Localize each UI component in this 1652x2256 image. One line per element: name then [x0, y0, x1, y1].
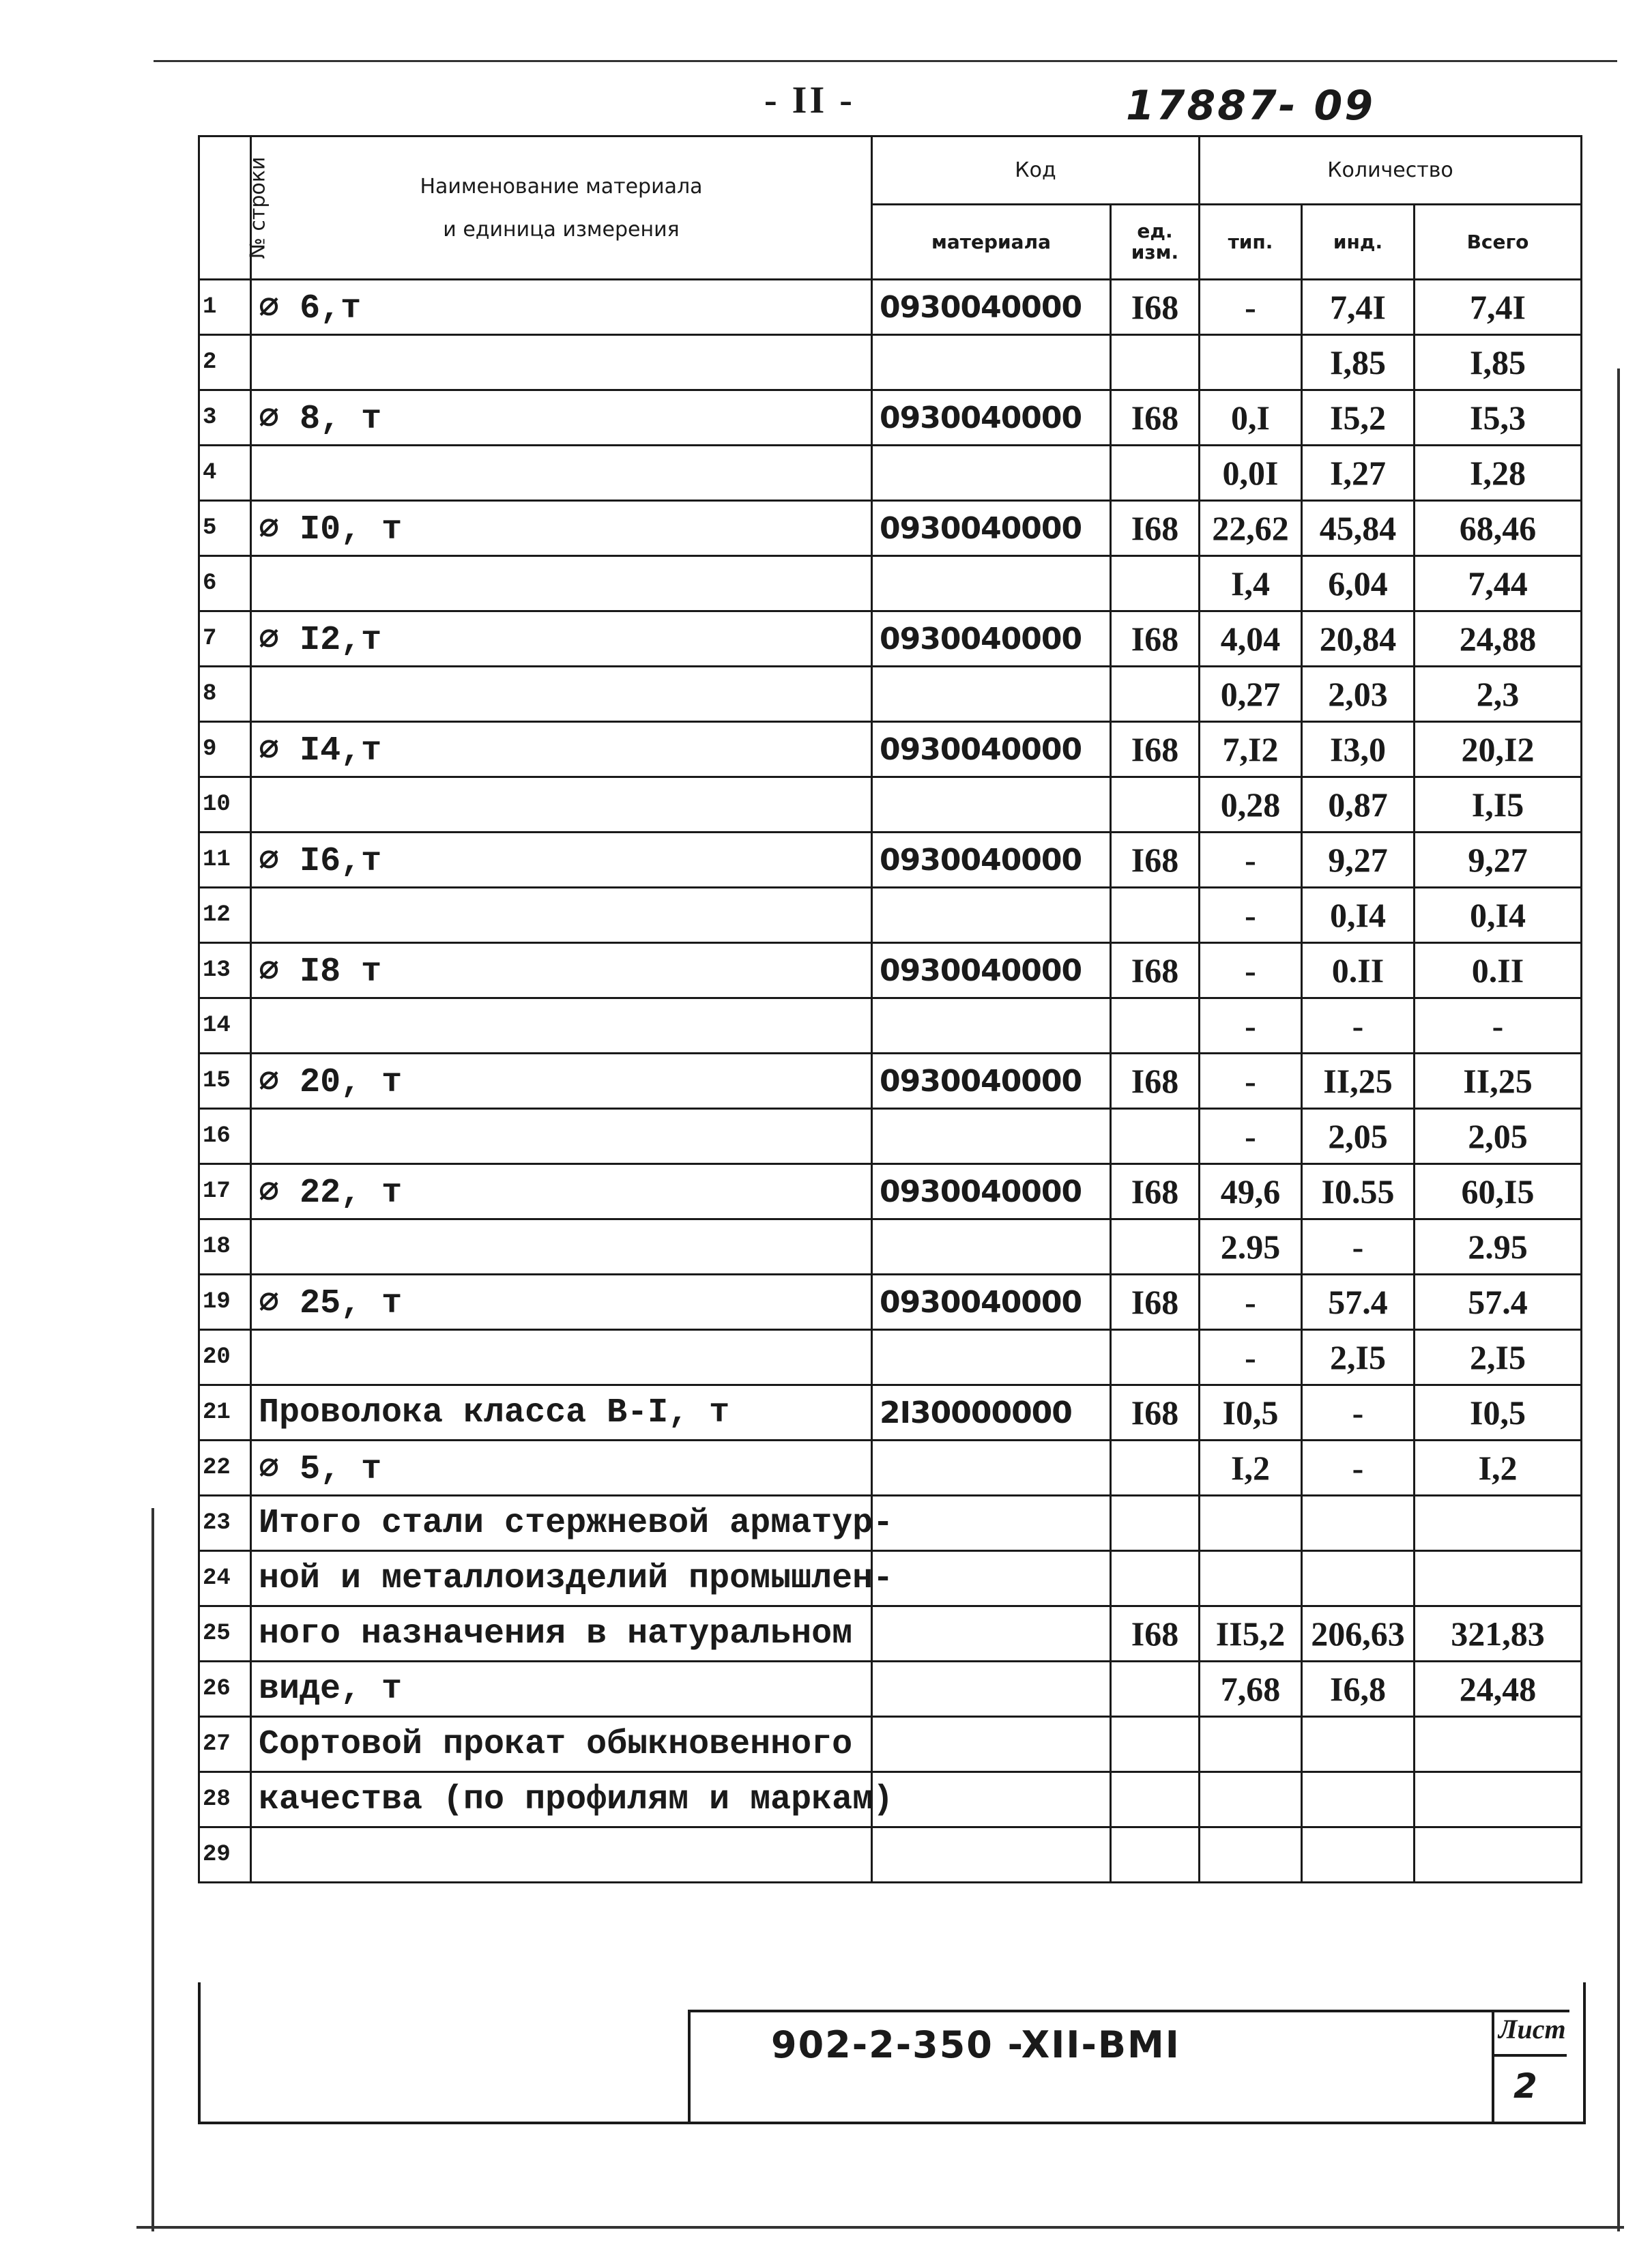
row-number-cell: 1 [199, 280, 251, 335]
material-code-cell: 0930040000 [872, 1275, 1111, 1330]
unit-code-cell [1111, 1551, 1200, 1606]
unit-code-cell: I68 [1111, 390, 1200, 446]
unit-code-cell [1111, 1330, 1200, 1385]
unit-code-cell: I68 [1111, 833, 1200, 888]
header-quantity: Количество [1200, 136, 1582, 205]
material-code-cell [872, 1330, 1111, 1385]
qty-ind-cell [1302, 1717, 1415, 1772]
material-code-cell [872, 1551, 1111, 1606]
qty-total-cell: 0.II [1415, 943, 1582, 998]
qty-typ-cell: - [1200, 280, 1302, 335]
row-number-cell: 18 [199, 1219, 251, 1275]
row-number-cell: 20 [199, 1330, 251, 1385]
qty-total-cell: 2,3 [1415, 667, 1582, 722]
header-code: Код [872, 136, 1200, 205]
qty-typ-cell [1200, 1496, 1302, 1551]
row-number-cell: 27 [199, 1717, 251, 1772]
qty-total-cell: I,2 [1415, 1441, 1582, 1496]
unit-code-cell: I68 [1111, 280, 1200, 335]
qty-total-cell [1415, 1772, 1582, 1827]
table-body [199, 280, 1582, 1883]
table-row [199, 1219, 1582, 1275]
unit-code-cell: I68 [1111, 722, 1200, 777]
material-code-cell [872, 556, 1111, 611]
table-row [199, 1385, 1582, 1441]
material-name-cell: ∅ 5, т [251, 1441, 872, 1496]
header-name-line1: Наименование материала [420, 174, 703, 199]
table-row [199, 1772, 1582, 1827]
frame-left-line [151, 1508, 154, 2231]
qty-ind-cell: I5,2 [1302, 390, 1415, 446]
qty-ind-cell: 6,04 [1302, 556, 1415, 611]
qty-ind-cell: 7,4I [1302, 280, 1415, 335]
unit-code-cell: I68 [1111, 1164, 1200, 1219]
table-row [199, 722, 1582, 777]
header-qty-ind: инд. [1302, 205, 1415, 280]
row-number-cell: 23 [199, 1496, 251, 1551]
row-number-cell: 24 [199, 1551, 251, 1606]
qty-total-cell [1415, 1827, 1582, 1883]
table-row [199, 1606, 1582, 1662]
unit-code-cell [1111, 556, 1200, 611]
qty-ind-cell: 57.4 [1302, 1275, 1415, 1330]
qty-typ-cell: - [1200, 1109, 1302, 1164]
table-row [199, 777, 1582, 833]
qty-total-cell: 9,27 [1415, 833, 1582, 888]
qty-ind-cell: 2,03 [1302, 667, 1415, 722]
unit-code-cell [1111, 335, 1200, 390]
material-code-cell: 0930040000 [872, 280, 1111, 335]
row-number-cell: 6 [199, 556, 251, 611]
qty-ind-cell: I6,8 [1302, 1662, 1415, 1717]
table-row [199, 390, 1582, 446]
qty-ind-cell [1302, 1772, 1415, 1827]
qty-typ-cell: 0,28 [1200, 777, 1302, 833]
material-code-cell [872, 998, 1111, 1054]
material-code-cell [872, 1606, 1111, 1662]
material-name-cell [251, 667, 872, 722]
material-code-cell [872, 1441, 1111, 1496]
sheet-label: Лист [1498, 2014, 1566, 2044]
table-row [199, 943, 1582, 998]
qty-ind-cell: 20,84 [1302, 611, 1415, 667]
qty-typ-cell: - [1200, 1330, 1302, 1385]
row-number-cell: 21 [199, 1385, 251, 1441]
qty-ind-cell: - [1302, 998, 1415, 1054]
qty-typ-cell: 0,27 [1200, 667, 1302, 722]
row-number-cell: 29 [199, 1827, 251, 1883]
qty-total-cell: 7,4I [1415, 280, 1582, 335]
row-number-cell: 4 [199, 446, 251, 501]
frame-right-line [1617, 368, 1620, 2231]
qty-total-cell [1415, 1717, 1582, 1772]
material-name-cell [251, 777, 872, 833]
qty-typ-cell [1200, 1772, 1302, 1827]
row-number-cell: 11 [199, 833, 251, 888]
qty-total-cell: 57.4 [1415, 1275, 1582, 1330]
material-code-cell: 0930040000 [872, 722, 1111, 777]
qty-typ-cell: - [1200, 1054, 1302, 1109]
material-name-cell: ∅ 6,т [251, 280, 872, 335]
qty-ind-cell: I0.55 [1302, 1164, 1415, 1219]
qty-ind-cell: 2,05 [1302, 1109, 1415, 1164]
sheet-box-divider [1492, 2054, 1567, 2057]
qty-total-cell: I0,5 [1415, 1385, 1582, 1441]
material-code-cell [872, 1496, 1111, 1551]
table-row [199, 335, 1582, 390]
qty-total-cell: 321,83 [1415, 1606, 1582, 1662]
row-number-cell: 14 [199, 998, 251, 1054]
material-name-cell: ∅ 8, т [251, 390, 872, 446]
unit-code-cell [1111, 998, 1200, 1054]
qty-ind-cell: - [1302, 1441, 1415, 1496]
qty-ind-cell: - [1302, 1385, 1415, 1441]
qty-total-cell: I,85 [1415, 335, 1582, 390]
material-code-cell [872, 667, 1111, 722]
table-row [199, 1330, 1582, 1385]
material-name-cell: ной и металлоизделий промышлен- [251, 1551, 872, 1606]
material-code-cell [872, 1662, 1111, 1717]
material-name-cell: ∅ 20, т [251, 1054, 872, 1109]
unit-code-cell [1111, 1827, 1200, 1883]
unit-code-cell [1111, 1109, 1200, 1164]
qty-typ-cell: 7,I2 [1200, 722, 1302, 777]
material-name-cell [251, 556, 872, 611]
material-name-cell: ∅ 22, т [251, 1164, 872, 1219]
unit-code-cell [1111, 1219, 1200, 1275]
table-row [199, 501, 1582, 556]
qty-total-cell: I,I5 [1415, 777, 1582, 833]
material-name-cell [251, 888, 872, 943]
header-qty-total: Всего [1415, 205, 1582, 280]
unit-code-cell [1111, 1662, 1200, 1717]
unit-code-cell [1111, 888, 1200, 943]
material-code-cell [872, 1717, 1111, 1772]
unit-code-cell: I68 [1111, 1385, 1200, 1441]
table-row [199, 998, 1582, 1054]
material-name-cell [251, 998, 872, 1054]
qty-ind-cell: 2,I5 [1302, 1330, 1415, 1385]
table-row [199, 833, 1582, 888]
qty-typ-cell [1200, 1827, 1302, 1883]
unit-code-cell: I68 [1111, 1275, 1200, 1330]
material-name-cell [251, 1827, 872, 1883]
material-name-cell: ∅ I6,т [251, 833, 872, 888]
qty-ind-cell: 0,87 [1302, 777, 1415, 833]
qty-total-cell: 24,88 [1415, 611, 1582, 667]
header-material-name [251, 136, 872, 280]
frame-top-line [154, 60, 1617, 62]
material-name-cell [251, 1330, 872, 1385]
row-number-cell: 22 [199, 1441, 251, 1496]
material-code-cell [872, 1219, 1111, 1275]
material-name-cell [251, 1109, 872, 1164]
row-number-cell: 17 [199, 1164, 251, 1219]
table-row [199, 1054, 1582, 1109]
qty-typ-cell: 7,68 [1200, 1662, 1302, 1717]
material-code-cell: 0930040000 [872, 943, 1111, 998]
material-code-cell: 2I30000000 [872, 1385, 1111, 1441]
page-number: - II - [764, 79, 855, 121]
qty-ind-cell: - [1302, 1219, 1415, 1275]
material-name-cell: Итого стали стержневой арматур- [251, 1496, 872, 1551]
qty-total-cell: 7,44 [1415, 556, 1582, 611]
material-name-cell [251, 446, 872, 501]
header-qty-typ: тип. [1200, 205, 1302, 280]
qty-ind-cell: I,85 [1302, 335, 1415, 390]
material-code-cell: 0930040000 [872, 833, 1111, 888]
material-name-cell: качества (по профилям и маркам) [251, 1772, 872, 1827]
qty-total-cell: I,28 [1415, 446, 1582, 501]
qty-ind-cell [1302, 1551, 1415, 1606]
qty-typ-cell: 49,6 [1200, 1164, 1302, 1219]
material-code-cell [872, 1109, 1111, 1164]
unit-code-cell [1111, 1772, 1200, 1827]
material-name-cell: Сортовой прокат обыкновенного [251, 1717, 872, 1772]
header-code-material: материала [872, 205, 1111, 280]
material-name-cell: ного назначения в натуральном [251, 1606, 872, 1662]
row-number-cell: 9 [199, 722, 251, 777]
qty-typ-cell: II5,2 [1200, 1606, 1302, 1662]
table-row [199, 1109, 1582, 1164]
header-name-line2: и единица измерения [443, 217, 680, 242]
qty-typ-cell [1200, 1551, 1302, 1606]
material-name-cell: виде, т [251, 1662, 872, 1717]
qty-typ-cell: 0,I [1200, 390, 1302, 446]
unit-code-cell: I68 [1111, 1054, 1200, 1109]
qty-typ-cell [1200, 1717, 1302, 1772]
qty-typ-cell: - [1200, 943, 1302, 998]
material-name-cell: ∅ I8 т [251, 943, 872, 998]
material-name-cell: ∅ I4,т [251, 722, 872, 777]
row-number-cell: 13 [199, 943, 251, 998]
material-code-cell: 0930040000 [872, 501, 1111, 556]
material-name-cell: ∅ I0, т [251, 501, 872, 556]
qty-typ-cell: 0,0I [1200, 446, 1302, 501]
table-row [199, 446, 1582, 501]
row-number-cell: 15 [199, 1054, 251, 1109]
qty-typ-cell: 22,62 [1200, 501, 1302, 556]
material-code-cell [872, 1827, 1111, 1883]
frame-bottom-line [136, 2226, 1624, 2229]
material-name-cell: Проволока класса В-I, т [251, 1385, 872, 1441]
table-row [199, 556, 1582, 611]
qty-total-cell: 0,I4 [1415, 888, 1582, 943]
qty-total-cell: I5,3 [1415, 390, 1582, 446]
qty-typ-cell: - [1200, 1275, 1302, 1330]
row-number-cell: 5 [199, 501, 251, 556]
qty-typ-cell: - [1200, 833, 1302, 888]
document-reference: 17887- 09 [1126, 82, 1376, 130]
unit-code-cell [1111, 1717, 1200, 1772]
table-row [199, 611, 1582, 667]
material-name-cell [251, 335, 872, 390]
unit-code-cell: I68 [1111, 501, 1200, 556]
table-row [199, 1827, 1582, 1883]
material-code-cell [872, 1772, 1111, 1827]
qty-typ-cell: 4,04 [1200, 611, 1302, 667]
table-row [199, 280, 1582, 335]
qty-total-cell: - [1415, 998, 1582, 1054]
qty-typ-cell: 2.95 [1200, 1219, 1302, 1275]
qty-typ-cell: I0,5 [1200, 1385, 1302, 1441]
material-code-cell: 0930040000 [872, 1054, 1111, 1109]
table-row [199, 1717, 1582, 1772]
qty-ind-cell: 206,63 [1302, 1606, 1415, 1662]
qty-ind-cell: 0.II [1302, 943, 1415, 998]
material-code-cell: 0930040000 [872, 611, 1111, 667]
qty-total-cell [1415, 1496, 1582, 1551]
row-number-cell: 28 [199, 1772, 251, 1827]
row-number-cell: 12 [199, 888, 251, 943]
row-number-cell: 7 [199, 611, 251, 667]
qty-typ-cell [1200, 335, 1302, 390]
qty-total-cell [1415, 1551, 1582, 1606]
qty-total-cell: 60,I5 [1415, 1164, 1582, 1219]
table-row [199, 1496, 1582, 1551]
qty-total-cell: 2.95 [1415, 1219, 1582, 1275]
table-row [199, 1551, 1582, 1606]
qty-ind-cell: II,25 [1302, 1054, 1415, 1109]
qty-typ-cell: - [1200, 888, 1302, 943]
header-code-unit: ед. изм. [1111, 205, 1200, 280]
qty-typ-cell: - [1200, 998, 1302, 1054]
qty-total-cell: 2,I5 [1415, 1330, 1582, 1385]
row-number-cell: 3 [199, 390, 251, 446]
table-row [199, 1164, 1582, 1219]
unit-code-cell [1111, 777, 1200, 833]
row-number-cell: 19 [199, 1275, 251, 1330]
table-row [199, 1662, 1582, 1717]
row-number-cell: 26 [199, 1662, 251, 1717]
title-block-doc-code: 902-2-350 -XII-BMI [771, 2023, 1180, 2066]
material-code-cell [872, 888, 1111, 943]
unit-code-cell [1111, 1441, 1200, 1496]
unit-code-cell [1111, 667, 1200, 722]
qty-total-cell: 2,05 [1415, 1109, 1582, 1164]
table-row [199, 1441, 1582, 1496]
qty-ind-cell [1302, 1827, 1415, 1883]
table-row [199, 888, 1582, 943]
qty-typ-cell: I,4 [1200, 556, 1302, 611]
row-number-cell: 16 [199, 1109, 251, 1164]
unit-code-cell: I68 [1111, 1606, 1200, 1662]
material-name-cell [251, 1219, 872, 1275]
table-row [199, 667, 1582, 722]
material-name-cell: ∅ I2,т [251, 611, 872, 667]
qty-ind-cell: 45,84 [1302, 501, 1415, 556]
specification-table [198, 135, 1582, 1883]
qty-ind-cell: 0,I4 [1302, 888, 1415, 943]
row-number-cell: 25 [199, 1606, 251, 1662]
material-code-cell: 0930040000 [872, 1164, 1111, 1219]
qty-total-cell: II,25 [1415, 1054, 1582, 1109]
material-name-cell: ∅ 25, т [251, 1275, 872, 1330]
row-number-cell: 2 [199, 335, 251, 390]
qty-ind-cell: I3,0 [1302, 722, 1415, 777]
qty-ind-cell [1302, 1496, 1415, 1551]
qty-typ-cell: I,2 [1200, 1441, 1302, 1496]
row-number-label: № строки [246, 156, 270, 259]
qty-total-cell: 24,48 [1415, 1662, 1582, 1717]
material-code-cell [872, 446, 1111, 501]
material-code-cell: 0930040000 [872, 390, 1111, 446]
row-number-cell: 8 [199, 667, 251, 722]
unit-code-cell [1111, 446, 1200, 501]
row-number-cell: 10 [199, 777, 251, 833]
qty-total-cell: 20,I2 [1415, 722, 1582, 777]
table-row [199, 1275, 1582, 1330]
qty-ind-cell: 9,27 [1302, 833, 1415, 888]
unit-code-cell [1111, 1496, 1200, 1551]
qty-total-cell: 68,46 [1415, 501, 1582, 556]
material-code-cell [872, 335, 1111, 390]
header-row-number [199, 136, 270, 280]
unit-code-cell: I68 [1111, 611, 1200, 667]
material-code-cell [872, 777, 1111, 833]
sheet-number: 2 [1513, 2066, 1537, 2106]
unit-code-cell: I68 [1111, 943, 1200, 998]
qty-ind-cell: I,27 [1302, 446, 1415, 501]
